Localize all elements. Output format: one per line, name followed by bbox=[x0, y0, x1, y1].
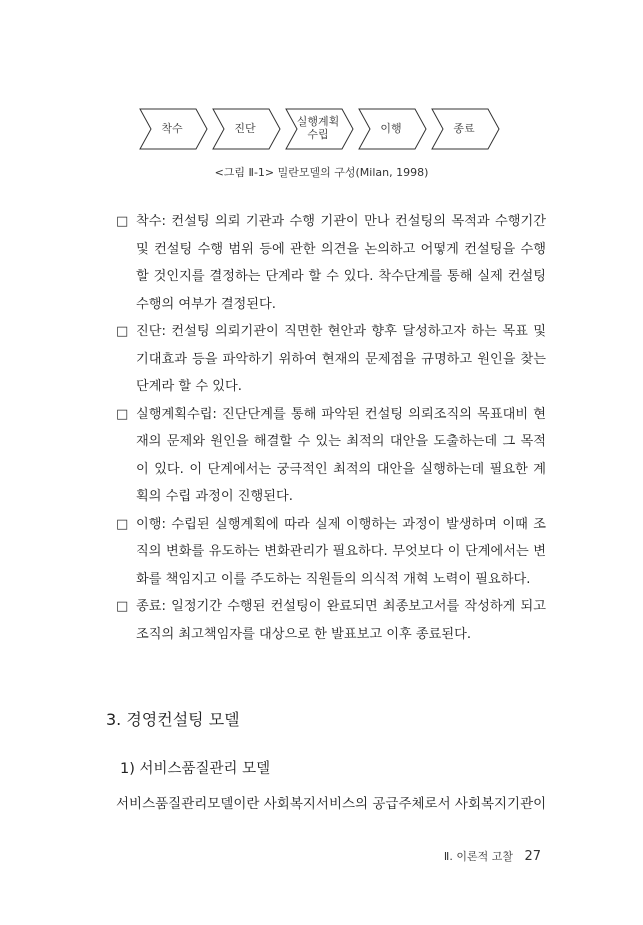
figure-caption: <그림 Ⅱ-1> 밀란모델의 구성(Milan, 1998) bbox=[214, 166, 429, 179]
page-footer bbox=[444, 848, 541, 864]
stage-description-list bbox=[116, 208, 546, 648]
subsection-heading: 1) 서비스품질관리 모델 bbox=[120, 761, 271, 777]
list-item bbox=[116, 208, 546, 318]
footer-chapter-title: Ⅱ. 이론적 고찰 bbox=[443, 850, 513, 863]
list-item bbox=[116, 318, 546, 401]
list-item-text: 이행: 수립된 실행계획에 따라 실제 이행하는 과정이 발생하며 이때 조직의 변화를 유도하는 변화관리가 필요하다. 무엇보다 이 단계에서는 변화를 책임지고 이를 주도하는 직원들의 의식적 개혁 노력이 필요하다. bbox=[136, 516, 546, 587]
step-label-implementation: 이행 bbox=[380, 122, 402, 135]
step-label-diagnosis: 진단 bbox=[234, 122, 256, 135]
step-label-start: 착수 bbox=[161, 122, 183, 135]
checkbox-bullet-icon: □ bbox=[116, 324, 129, 339]
list-item-text: 종료: 일정기간 수행된 컨설팅이 완료되면 최종보고서를 작성하게 되고 조직의 최고책임자를 대상으로 한 발표보고 이후 종료된다. bbox=[136, 599, 546, 642]
list-item-text: 착수: 컨설팅 의뢰 기관과 수행 기관이 만나 컨설팅의 목적과 수행기간 및 컨설팅 수행 범위 등에 관한 의견을 논의하고 어떻게 컨설팅을 수행할 것인지를 결정하는 단계라 할 수 있다. 착수단계를 통해 실제 컨설팅 수행의 여부가 결정된다. bbox=[136, 214, 546, 312]
step-label-action-planning: 실행계획 수립 bbox=[296, 115, 340, 141]
checkbox-bullet-icon: □ bbox=[116, 406, 129, 422]
step-label-termination: 종료 bbox=[453, 122, 475, 135]
checkbox-bullet-icon: □ bbox=[116, 516, 129, 532]
checkbox-bullet-icon: □ bbox=[116, 599, 129, 614]
list-item-text: 진단: 컨설팅 의뢰기관이 직면한 현안과 향후 달성하고자 하는 목표 및 기대효과 등을 파악하기 위하여 현재의 문제점을 규명하고 원인을 찾는 단계라 할 수 있다. bbox=[136, 324, 546, 394]
page-number: 27 bbox=[524, 849, 541, 864]
list-item bbox=[116, 511, 546, 594]
list-item bbox=[116, 593, 546, 648]
list-item-text: 실행계획수립: 진단단계를 통해 파악된 컨설팅 의뢰조직의 목표대비 현재의 문제와 원인을 해결할 수 있는 최적의 대안을 도출하는데 그 목적이 있다. 이 단계에서는 궁극적인 최적의 대안을 실행하는데 필요한 계획의 수립 과정이 진행된다. bbox=[136, 406, 546, 504]
section-heading: 3. 경영컨설팅 모델 bbox=[106, 710, 240, 729]
process-flow-diagram bbox=[0, 108, 643, 150]
list-item bbox=[116, 401, 546, 511]
checkbox-bullet-icon: □ bbox=[116, 214, 129, 229]
body-paragraph: 서비스품질관리모델이란 사회복지서비스의 공급주체로서 사회복지기관이 bbox=[116, 796, 547, 812]
